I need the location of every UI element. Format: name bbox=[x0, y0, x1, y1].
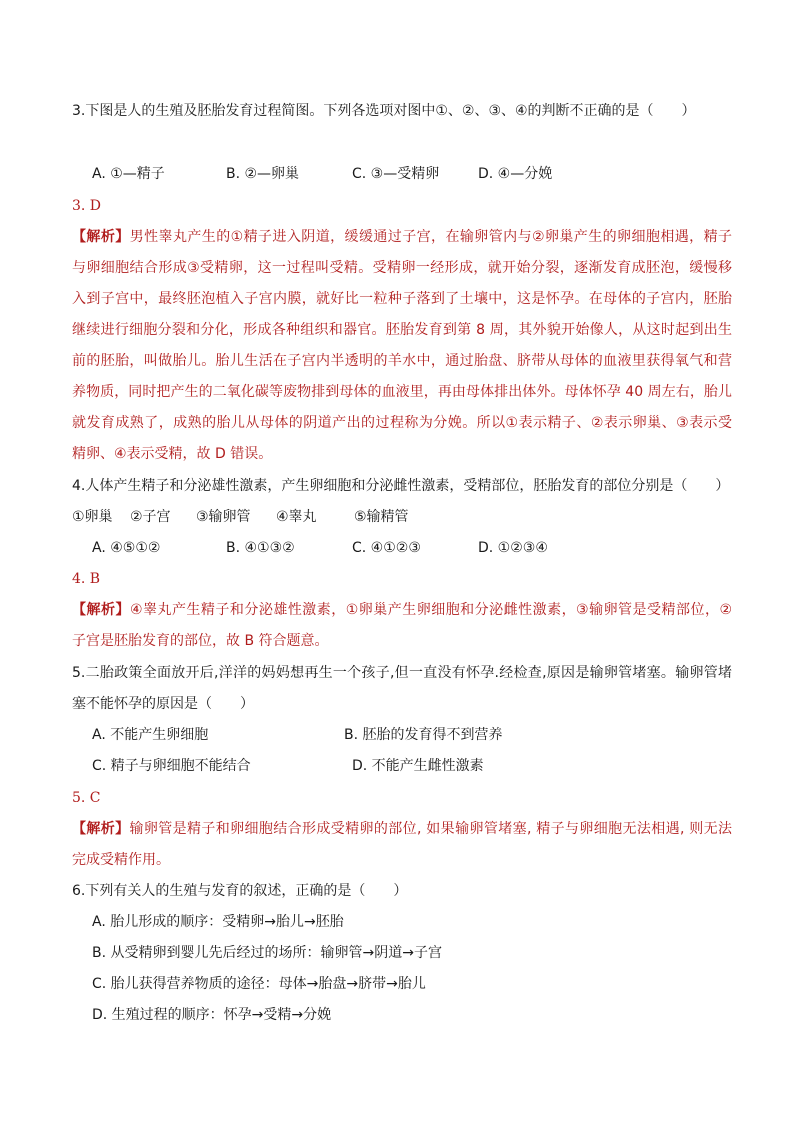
question-5-answer: 5. C bbox=[72, 790, 101, 806]
q6-option-b: B. 从受精卵到婴儿先后经过的场所：输卵管→阴道→子宫 bbox=[92, 945, 442, 961]
q5-option-b: B. 胚胎的发育得不到营养 bbox=[344, 727, 503, 743]
q4-option-c: C. ④①②③ bbox=[352, 540, 421, 556]
question-5-stem-line-1: 5.二胎政策全面放开后,洋洋的妈妈想再生一个孩子,但一直没有怀孕.经检查,原因是输卵管堵塞。输卵管堵 bbox=[72, 665, 732, 681]
q3-analysis-line-1: 【解析】男性睾丸产生的①精子进入阴道，缓缓通过子宫，在输卵管内与②卵巢产生的卵细胞相遇，精子 bbox=[72, 229, 732, 245]
q6-option-c: C. 胎儿获得营养物质的途径：母体→胎盘→脐带→胎儿 bbox=[92, 976, 426, 992]
q5-option-a: A. 不能产生卵细胞 bbox=[92, 727, 209, 743]
q6-option-d: D. 生殖过程的顺序：怀孕→受精→分娩 bbox=[92, 1007, 332, 1023]
q6-option-a: A. 胎儿形成的顺序：受精卵→胎儿→胚胎 bbox=[92, 914, 344, 930]
q3-option-b: B. ②—卵巢 bbox=[226, 166, 300, 182]
question-3-answer: 3. D bbox=[72, 198, 102, 214]
q3-analysis-line-6: 养物质，同时把产生的二氧化碳等废物排到母体的血液里，再由母体排出体外。母体怀孕 40 周左右，胎儿 bbox=[72, 384, 732, 400]
question-3-stem: 3.下图是人的生殖及胚胎发育过程简图。下列各选项对图中①、②、③、④的判断不正确的是（ ） bbox=[72, 103, 696, 119]
q3-analysis-line-8: 精卵、④表示受精，故 D 错误。 bbox=[72, 446, 273, 462]
q4-item-4: ④睾丸 bbox=[276, 509, 317, 525]
question-5-stem-line-2: 塞不能怀孕的原因是（ ） bbox=[72, 696, 254, 712]
q4-option-a: A. ④⑤①② bbox=[92, 540, 161, 556]
q4-item-1: ①卵巢 bbox=[72, 509, 113, 525]
q3-analysis-line-5: 前的胚胎，叫做胎儿。胎儿生活在子宫内半透明的羊水中，通过胎盘、脐带从母体的血液里获得氧气和营 bbox=[72, 353, 732, 369]
q4-analysis-line-2: 子宫是胚胎发育的部位，故 B 符合题意。 bbox=[72, 633, 329, 649]
q3-option-c: C. ③—受精卵 bbox=[352, 166, 440, 182]
analysis-tag: 【解析】 bbox=[72, 602, 130, 618]
question-4-answer: 4. B bbox=[72, 571, 101, 587]
question-6-stem: 6.下列有关人的生殖与发育的叙述，正确的是（ ） bbox=[72, 883, 408, 899]
q4-item-3: ③输卵管 bbox=[196, 509, 251, 525]
q3-analysis-line-2: 与卵细胞结合形成③受精卵，这一过程叫受精。受精卵一经形成，就开始分裂，逐渐发育成胚泡，缓慢移 bbox=[72, 260, 732, 276]
q4-analysis-line-1: 【解析】④睾丸产生精子和分泌雄性激素，①卵巢产生卵细胞和分泌雌性激素，③输卵管是受精部位，② bbox=[72, 602, 732, 618]
q3-option-d: D. ④—分娩 bbox=[478, 166, 553, 182]
analysis-tag: 【解析】 bbox=[72, 821, 130, 837]
q5-option-c: C. 精子与卵细胞不能结合 bbox=[92, 758, 251, 774]
question-4-stem: 4.人体产生精子和分泌雄性激素，产生卵细胞和分泌雌性激素，受精部位，胚胎发育的部位分别是（ ） bbox=[72, 478, 730, 494]
q4-option-b: B. ④①③② bbox=[226, 540, 295, 556]
q4-item-2: ②子宫 bbox=[130, 509, 171, 525]
q4-item-5: ⑤输精管 bbox=[354, 509, 409, 525]
q5-option-d: D. 不能产生雌性激素 bbox=[352, 758, 484, 774]
q3-analysis-line-7: 就发育成熟了，成熟的胎儿从母体的阴道产出的过程称为分娩。所以①表示精子、②表示卵巢、③表示受 bbox=[72, 415, 732, 431]
q3-analysis-line-4: 继续进行细胞分裂和分化，形成各种组织和器官。胚胎发育到第 8 周，其外貌开始像人，从这时起到出生 bbox=[72, 322, 732, 338]
q4-option-d: D. ①②③④ bbox=[478, 540, 548, 556]
q5-analysis-line-2: 完成受精作用。 bbox=[72, 852, 170, 868]
analysis-tag: 【解析】 bbox=[72, 229, 130, 245]
q5-analysis-line-1: 【解析】输卵管是精子和卵细胞结合形成受精卵的部位, 如果输卵管堵塞, 精子与卵细胞无法相遇, 则无法 bbox=[72, 821, 733, 837]
q3-option-a: A. ①—精子 bbox=[92, 166, 165, 182]
q3-analysis-line-3: 入到子宫中，最终胚泡植入子宫内膜，就好比一粒种子落到了土壤中，这是怀孕。在母体的子宫内，胚胎 bbox=[72, 291, 732, 307]
